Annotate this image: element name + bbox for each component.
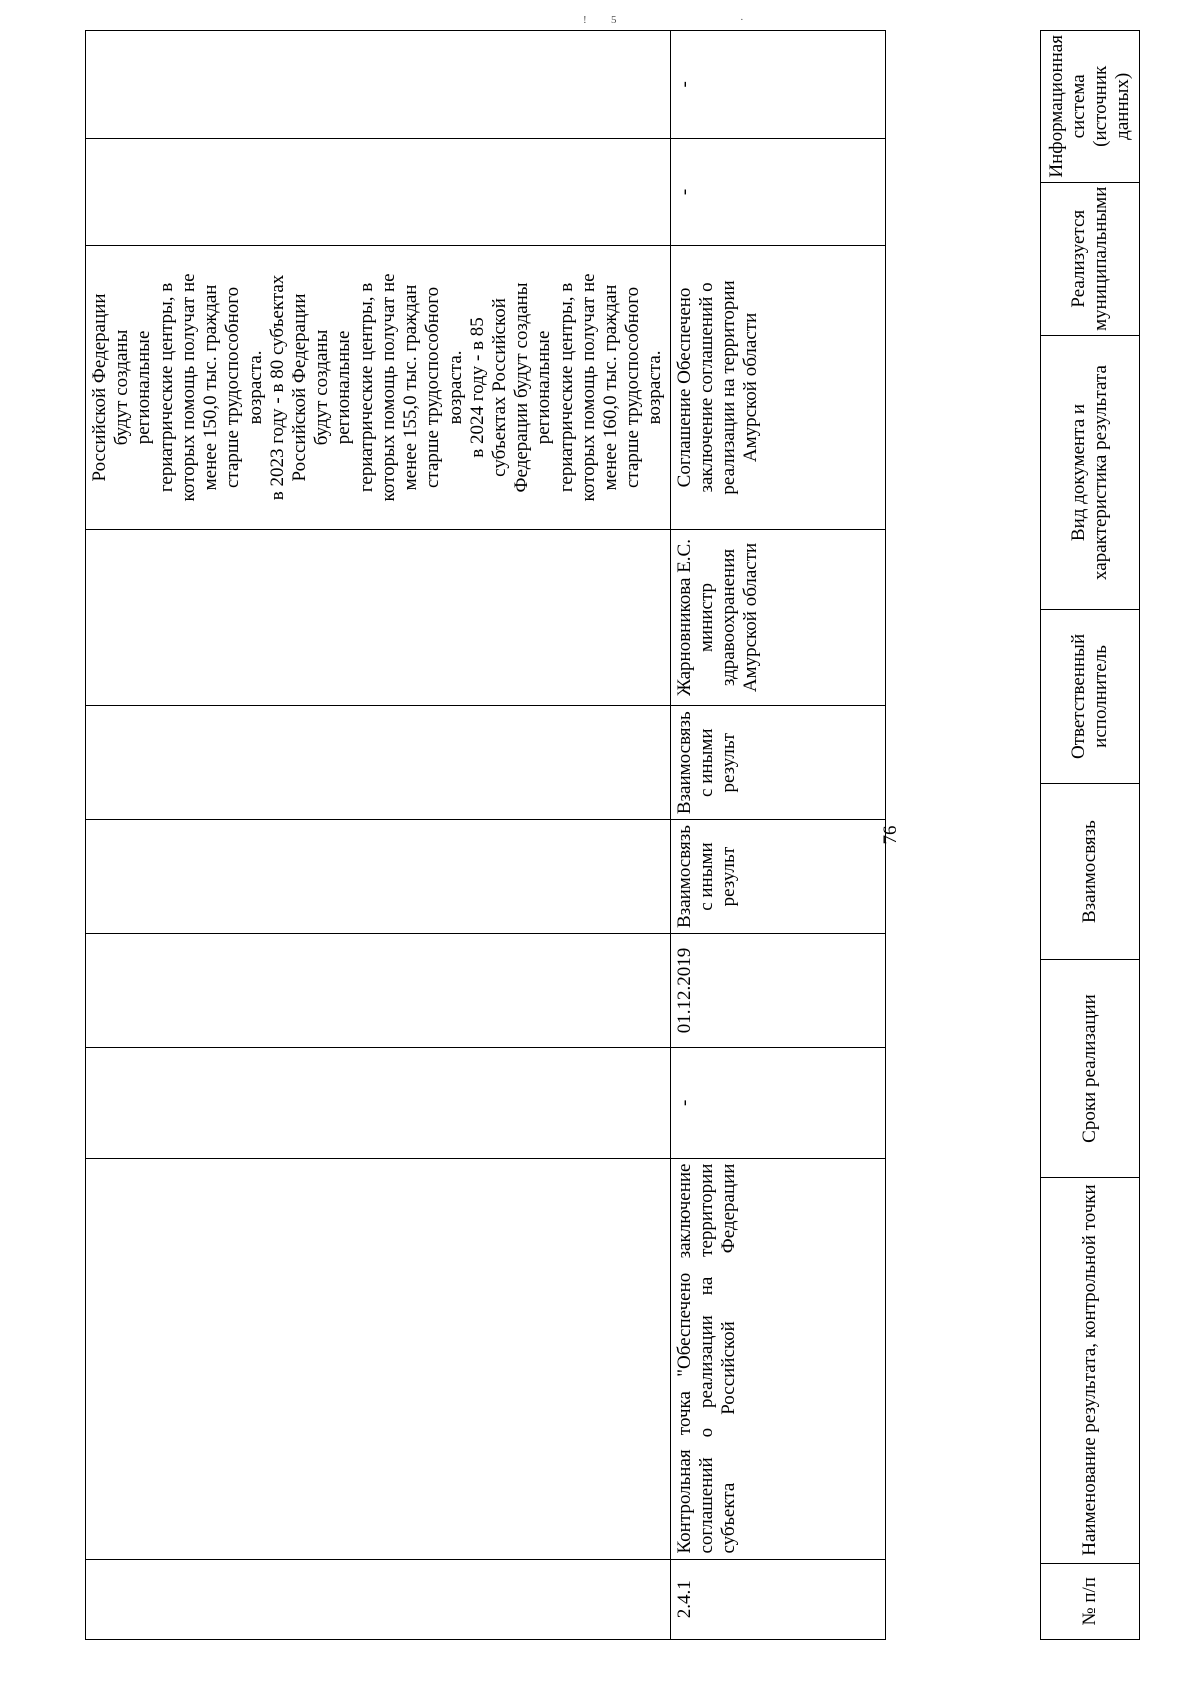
header-name: Наименование результата, контрольной точки	[1041, 1177, 1140, 1563]
end-date-cell: 01.12.2019	[670, 933, 885, 1047]
relation-cell: Взаимосвязь с иными результ	[670, 706, 885, 820]
table-cell	[86, 820, 671, 934]
responsible-cell: Жарновникова Е.С. министр здравоохранения Амурской области	[670, 529, 885, 706]
table-cell	[86, 706, 671, 820]
info-system-cell: -	[670, 31, 885, 139]
table-header	[1040, 30, 1140, 1640]
header-dates: Сроки реализации	[1041, 960, 1140, 1177]
header-doc-type: Вид документа и характеристика результата	[1041, 335, 1140, 609]
doc-type-cell-continued: Российской Федерации будут созданы региональные гериатрические центры, в которых помощь получат не менее 150,0 тыс. граждан старше трудоспособного возраста. в 2023 году - в 80 субъектах Российской Федерации будут созданы региональные гериатрические центры, в которых помощь получат не менее 155,0 тыс. граждан старше трудоспособного возраста. в 2024 году - в 85 субъектах Российской Федерации будут созданы региональные гериатрические центры, в которых помощь получат не менее 160,0 тыс. граждан старше трудоспособного возраста.	[86, 246, 671, 529]
relation-cell: Взаимосвязь с иными результ	[670, 820, 885, 934]
scan-mark: 5	[611, 14, 617, 26]
scan-mark: !	[583, 14, 587, 26]
table-cell	[86, 1158, 671, 1559]
result-table	[85, 30, 886, 1640]
result-name-cell: Контрольная точка "Обеспечено заключение соглашений о реализации на территории субъекта Российской Федерации	[670, 1158, 885, 1559]
header-row	[1041, 31, 1140, 1640]
scan-mark: ·	[740, 14, 744, 26]
doc-type-cell: Соглашение Обеспечено заключение соглашений о реализации на территории Амурской области	[670, 246, 885, 529]
start-date-cell: -	[670, 1048, 885, 1158]
table-row	[670, 31, 885, 1640]
header-responsible: Ответственный исполнитель	[1041, 610, 1140, 784]
table-cell	[86, 31, 671, 139]
municipal-cell: -	[670, 138, 885, 246]
rotated-landscape-page	[85, 30, 1145, 1640]
header-municipal: Реализуется муниципальными	[1041, 182, 1140, 335]
table-cell	[86, 1559, 671, 1639]
header-info-system: Информационная система (источник данных)	[1041, 31, 1140, 183]
header-number: № п/п	[1041, 1563, 1140, 1639]
table-cell	[86, 138, 671, 246]
table-cell	[86, 933, 671, 1047]
table-cell	[86, 1048, 671, 1158]
page-number: 76	[880, 825, 901, 845]
table-cell	[86, 529, 671, 706]
table-row-continued	[86, 31, 671, 1640]
header-relation: Взаимосвязь	[1041, 783, 1140, 960]
row-number-cell: 2.4.1	[670, 1559, 885, 1639]
